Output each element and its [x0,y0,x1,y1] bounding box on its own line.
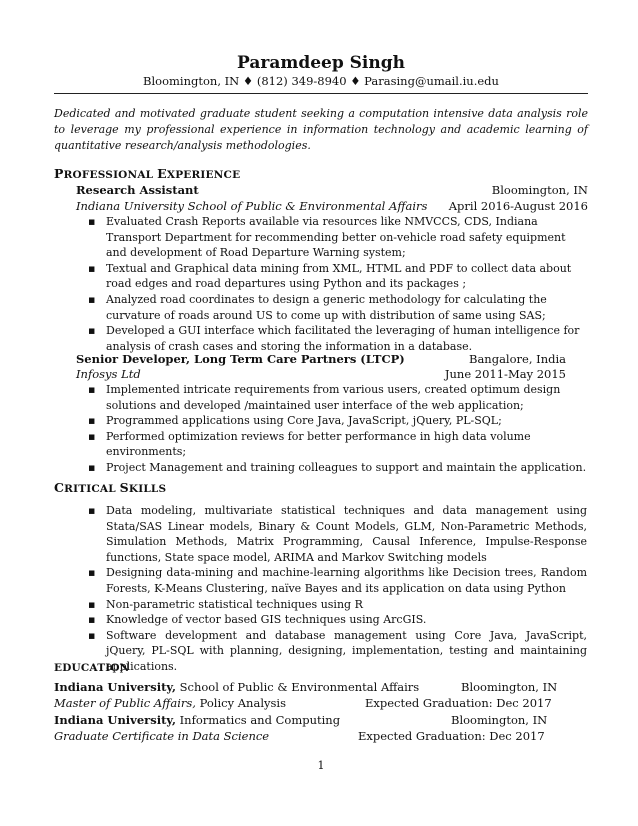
list-item: ▪ Knowledge of vector based GIS techniques using ArcGIS. [87,612,587,628]
list-item: ▪ Non-parametric statistical techniques using R [87,597,587,613]
job-location: Bloomington, IN [491,183,588,197]
candidate-name: Paramdeep Singh [237,53,405,73]
education-graduation: Expected Graduation: Dec 2017 [358,729,545,743]
job-bullets [87,382,587,476]
list-item: ▪ Implemented intricate requirements from various users, created optimum design solutions and developed /maintained user interface of the web application; [87,382,587,413]
list-item: ▪ Performed optimization reviews for better performance in high data volume environments; [87,429,587,460]
list-item: ▪ Designing data-mining and machine-learning algorithms like Decision trees, Random Forests, K-Means Clustering, naïve Bayes and its application on data using Python [87,565,587,596]
list-item: ▪ Developed a GUI interface which facilitated the leveraging of human intelligence for analysis of crash cases and storing the information in a database. [87,323,587,354]
list-item: ▪ Software development and database management using Core Java, JavaScript, jQuery, PL-SQL with planning, designing, implementation, testing and maintaining applications. [87,628,587,675]
job-title: Senior Developer, Long Term Care Partners (LTCP) [76,352,405,366]
list-item: ▪ Analyzed road coordinates to design a generic methodology for calculating the curvature of roads around US to come up with distribution of same using SAS; [87,292,587,323]
page-number: 1 [317,759,325,772]
education-degree: Master of Public Affairs, Policy Analysis [54,696,286,710]
section-heading-experience: PROFESSIONAL EXPERIENCE [54,166,241,181]
section-heading-education: EDUCATION [54,662,130,674]
section-heading-skills: CRITICAL SKILLS [54,480,167,495]
list-item: ▪ Programmed applications using Core Java, JavaScript, jQuery, PL-SQL; [87,413,587,429]
education-school: Indiana University, School of Public & Environmental Affairs [54,680,420,694]
header-divider [54,93,588,94]
job-location: Bangalore, India [469,352,566,366]
job-organization: Indiana University School of Public & Environmental Affairs [76,199,428,213]
education-school: Indiana University, Informatics and Computing [54,713,341,727]
contact-line: Bloomington, IN ♦ (812) 349-8940 ♦ Parasing@umail.iu.edu [143,74,499,88]
job-bullets [87,214,587,354]
list-item: ▪ Textual and Graphical data mining from XML, HTML and PDF to collect data about road edges and road departures using Python and its packages ; [87,261,587,292]
job-title: Research Assistant [76,183,199,197]
education-location: Bloomington, IN [451,713,548,727]
list-item: ▪ Data modeling, multivariate statistical techniques and data management using Stata/SAS Linear models, Binary & Count Models, GLM, Non-Parametric Methods, Simulation Methods, Matrix Programming, Causal Inference, Impulse-Response functions, State space model, ARIMA and Markov Switching models [87,503,587,565]
skills-bullets [87,503,587,675]
education-graduation: Expected Graduation: Dec 2017 [365,696,552,710]
job-dates: April 2016-August 2016 [448,199,588,213]
education-location: Bloomington, IN [461,680,558,694]
education-degree: Graduate Certificate in Data Science [54,729,270,743]
job-dates: June 2011-May 2015 [444,367,566,381]
summary-paragraph: Dedicated and motivated graduate student seeking a computation intensive data analysis role to leverage my professional experience in information technology and academic learning of quantitative research/analysis methodologies. [54,107,588,152]
job-organization: Infosys Ltd [76,367,141,381]
list-item: ▪ Project Management and training colleagues to support and maintain the application. [87,460,587,476]
list-item: ▪ Evaluated Crash Reports available via resources like NMVCCS, CDS, Indiana Transport Department for recommending better on-vehicle road safety equipment and development of Road Departure Warning system; [87,214,587,261]
